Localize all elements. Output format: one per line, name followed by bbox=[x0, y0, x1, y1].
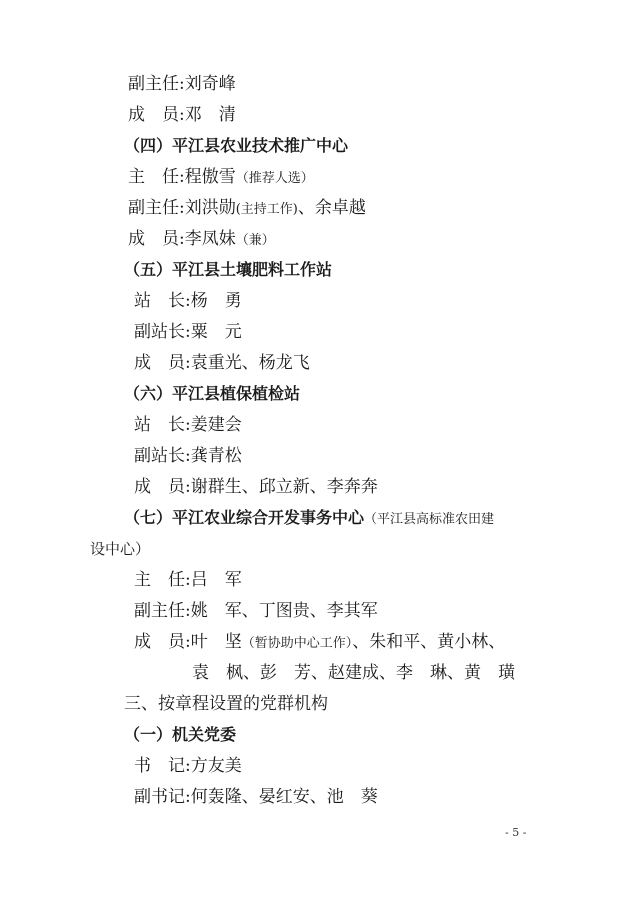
line-deputy-director-1: 副主任:刘奇峰 bbox=[128, 74, 236, 94]
section-heading-7: （七）平江农业综合开发事务中心（平江县高标准农田建 bbox=[124, 508, 495, 527]
line-deputy-chief-5: 副站长:粟 元 bbox=[134, 322, 242, 342]
line-director-4: 主 任:程傲雪（推荐人选） bbox=[128, 167, 314, 187]
line-deputy-secretary: 副书记:何轰隆、晏红安、池 葵 bbox=[134, 787, 378, 807]
section-heading-4: （四）平江县农业技术推广中心 bbox=[124, 136, 349, 155]
line-members-7: 成 员:叶 坚（暂协助中心工作）、朱和平、黄小林、 bbox=[134, 632, 506, 652]
line-secretary: 书 记:方友美 bbox=[134, 756, 242, 776]
chapter-heading-3: 三、按章程设置的党群机构 bbox=[124, 694, 328, 714]
line-station-chief-5: 站 长:杨 勇 bbox=[134, 291, 242, 311]
line-deputy-chief-6: 副站长:龚青松 bbox=[134, 446, 242, 466]
section-heading-7-continued: 设中心） bbox=[90, 540, 151, 558]
line-deputy-director-7: 副主任:姚 军、丁图贵、李其军 bbox=[134, 601, 378, 621]
section-heading-6: （六）平江县植保植检站 bbox=[124, 384, 301, 403]
page-number: - 5 - bbox=[505, 826, 527, 839]
line-members-1: 成 员:邓 清 bbox=[128, 105, 236, 125]
line-deputy-director-4: 副主任:刘洪勋(主持工作)、余卓越 bbox=[128, 198, 366, 218]
line-members-6: 成 员:谢群生、邱立新、李奔奔 bbox=[134, 477, 378, 497]
line-members-5: 成 员:袁重光、杨龙飞 bbox=[134, 353, 310, 373]
line-station-chief-6: 站 长:姜建会 bbox=[134, 415, 242, 435]
line-director-7: 主 任:吕 军 bbox=[134, 570, 242, 590]
line-members-7-continued: 袁 枫、彭 芳、赵建成、李 琳、黄 璜 bbox=[192, 663, 515, 683]
section-heading-5: （五）平江县土壤肥料工作站 bbox=[124, 260, 333, 279]
section-heading-party-committee: （一）机关党委 bbox=[124, 725, 237, 744]
line-members-4: 成 员:李凤妹（兼） bbox=[128, 229, 275, 249]
